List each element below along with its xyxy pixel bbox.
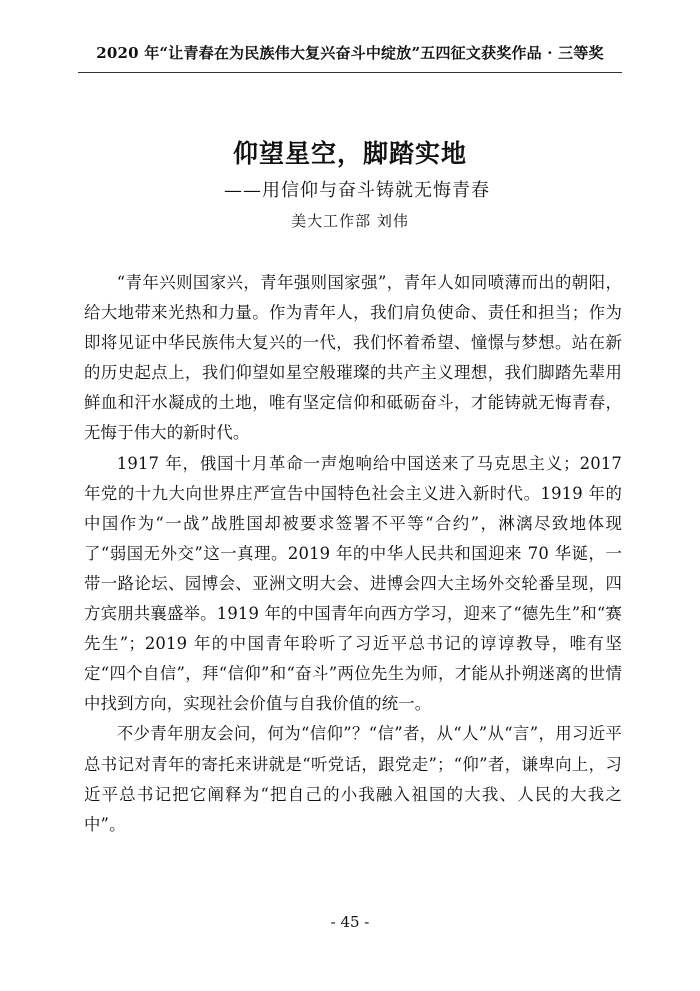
header-divider <box>78 72 622 73</box>
article-title: 仰望星空，脚踏实地 <box>232 139 467 168</box>
paragraph: “青年兴则国家兴，青年强则国家强”，青年人如同喷薄而出的朝阳，给大地带来光热和力量。作为青年人，我们肩负使命、责任和担当；作为即将见证中华民族伟大复兴的一代，我们怀着希望、憧憬与梦想。站在新的历史起点上，我们仰望如星空般璀璨的共产主义理想，我们脚踏先辈用鲜血和汗水凝成的土地，唯有坚定信仰和砥砺奋斗，才能铸就无悔青春，无悔于伟大的新时代。 <box>84 273 622 443</box>
article-subtitle: ——用信仰与奋斗铸就无悔青春 <box>224 180 490 201</box>
article-body <box>84 268 622 840</box>
article-byline: 美大工作部 刘伟 <box>291 212 409 230</box>
page-number: - 45 - <box>330 913 370 931</box>
paragraph: 不少青年朋友会问，何为“信仰”？“信”者，从“人”从“言”，用习近平总书记对青年的寄托来讲就是“听党话，跟党走”；“仰”者，谦卑向上，习近平总书记把它阐释为“把自己的小我融入祖国的大我、人民的大我之中”。 <box>84 724 622 834</box>
paragraph: 1917 年，俄国十月革命一声炮响给中国送来了马克思主义；2017 年党的十九大向世界庄严宣告中国特色社会主义进入新时代。1919 年的中国作为“一战”战胜国却被要求签署不平等“合约”，淋漓尽致地体现了“弱国无外交”这一真理。2019 年的中华人民共和国迎来 70 华诞，一带一路论坛、园博会、亚洲文明大会、进博会四大主场外交轮番呈现，四方宾朋共襄盛举。1919 年的中国青年向西方学习，迎来了“德先生”和“赛先生”；2019 年的中国青年聆听了习近平总书记的谆谆教导，唯有坚定“四个自信”，拜“信仰”和“奋斗”两位先生为师，才能从扑朔迷离的世情中找到方向，实现社会价值与自我价值的统一。 <box>84 453 622 714</box>
running-header: 2020 年“让青春在为民族伟大复兴奋斗中绽放”五四征文获奖作品 · 三等奖 <box>96 44 604 62</box>
